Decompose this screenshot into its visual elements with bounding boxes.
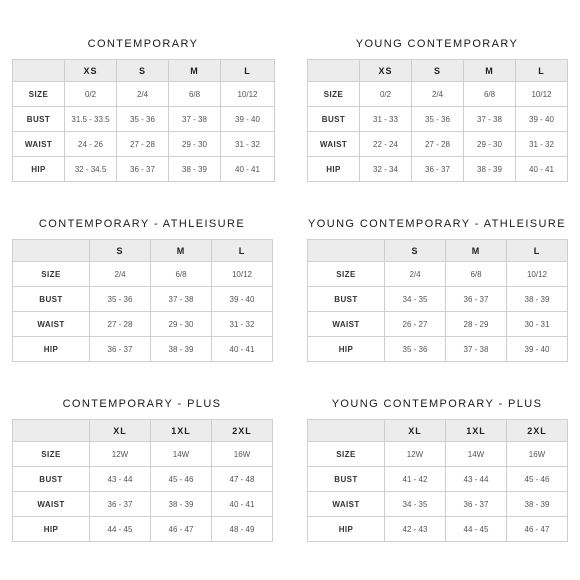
table-cell: 6/8 [464, 82, 516, 107]
size-header: S [90, 240, 151, 262]
row-label: WAIST [308, 132, 360, 157]
table-row [13, 337, 273, 362]
row-label: HIP [308, 517, 385, 542]
table-row [13, 107, 275, 132]
size-chart-young-contemporary-athleisure [307, 218, 567, 363]
size-header: XS [360, 60, 412, 82]
table-cell: 26 - 27 [385, 312, 446, 337]
row-label: WAIST [308, 312, 385, 337]
table-cell: 6/8 [169, 82, 221, 107]
table-cell: 43 - 44 [90, 467, 151, 492]
size-table [12, 239, 273, 362]
table-cell: 2/4 [90, 262, 151, 287]
row-label: BUST [13, 287, 90, 312]
corner-cell [308, 420, 385, 442]
row-label: SIZE [13, 262, 90, 287]
size-header: L [212, 240, 273, 262]
table-cell: 16W [212, 442, 273, 467]
table-cell: 10/12 [507, 262, 568, 287]
table-cell: 46 - 47 [151, 517, 212, 542]
header-row [308, 60, 568, 82]
table-cell: 43 - 44 [446, 467, 507, 492]
size-chart-contemporary [12, 38, 274, 183]
table-row [308, 107, 568, 132]
size-header: XL [90, 420, 151, 442]
table-cell: 31 - 32 [221, 132, 275, 157]
table-cell: 36 - 37 [90, 337, 151, 362]
table-cell: 24 - 26 [65, 132, 117, 157]
table-cell: 36 - 37 [90, 492, 151, 517]
row-label: HIP [13, 157, 65, 182]
row-label: BUST [13, 107, 65, 132]
table-row [13, 157, 275, 182]
size-header: XS [65, 60, 117, 82]
table-cell: 0/2 [360, 82, 412, 107]
size-header: 1XL [151, 420, 212, 442]
row-label: BUST [308, 287, 385, 312]
table-cell: 40 - 41 [516, 157, 568, 182]
size-chart-contemporary-plus [12, 398, 272, 543]
size-header: L [516, 60, 568, 82]
table-cell: 31 - 32 [212, 312, 273, 337]
table-cell: 46 - 47 [507, 517, 568, 542]
table-cell: 42 - 43 [385, 517, 446, 542]
size-header: 2XL [212, 420, 273, 442]
size-header: M [151, 240, 212, 262]
table-cell: 14W [151, 442, 212, 467]
corner-cell [13, 60, 65, 82]
table-cell: 2/4 [117, 82, 169, 107]
size-chart-contemporary-athleisure [12, 218, 272, 363]
table-cell: 2/4 [412, 82, 464, 107]
table-cell: 38 - 39 [169, 157, 221, 182]
table-cell: 10/12 [221, 82, 275, 107]
table-cell: 12W [385, 442, 446, 467]
row-label: SIZE [308, 82, 360, 107]
table-cell: 41 - 42 [385, 467, 446, 492]
header-row [308, 240, 568, 262]
table-row [308, 157, 568, 182]
table-row [308, 467, 568, 492]
corner-cell [308, 240, 385, 262]
table-cell: 39 - 40 [516, 107, 568, 132]
corner-cell [13, 240, 90, 262]
table-cell: 27 - 28 [117, 132, 169, 157]
table-cell: 14W [446, 442, 507, 467]
table-cell: 12W [90, 442, 151, 467]
size-table [12, 59, 275, 182]
row-label: SIZE [308, 442, 385, 467]
table-row [308, 517, 568, 542]
table-cell: 44 - 45 [446, 517, 507, 542]
table-cell: 36 - 37 [117, 157, 169, 182]
table-cell: 27 - 28 [90, 312, 151, 337]
size-table [307, 59, 568, 182]
table-cell: 38 - 39 [507, 287, 568, 312]
table-cell: 37 - 38 [446, 337, 507, 362]
table-cell: 38 - 39 [464, 157, 516, 182]
row-label: WAIST [13, 492, 90, 517]
chart-title: CONTEMPORARY [87, 38, 199, 50]
table-cell: 45 - 46 [151, 467, 212, 492]
table-cell: 38 - 39 [151, 337, 212, 362]
size-table [307, 419, 568, 542]
table-cell: 40 - 41 [212, 337, 273, 362]
table-cell: 35 - 36 [412, 107, 464, 132]
row-label: WAIST [13, 312, 90, 337]
table-cell: 35 - 36 [385, 337, 446, 362]
table-row [13, 262, 273, 287]
table-cell: 48 - 49 [212, 517, 273, 542]
size-table [307, 239, 568, 362]
table-cell: 35 - 36 [117, 107, 169, 132]
table-cell: 31.5 - 33.5 [65, 107, 117, 132]
size-header: S [385, 240, 446, 262]
chart-title: YOUNG CONTEMPORARY - ATHLEISURE [308, 218, 566, 230]
row-label: WAIST [308, 492, 385, 517]
row-label: BUST [13, 467, 90, 492]
table-cell: 31 - 32 [516, 132, 568, 157]
size-header: S [117, 60, 169, 82]
table-cell: 31 - 33 [360, 107, 412, 132]
table-cell: 39 - 40 [507, 337, 568, 362]
table-cell: 34 - 35 [385, 492, 446, 517]
row-label: BUST [308, 107, 360, 132]
row-label: BUST [308, 467, 385, 492]
table-cell: 35 - 36 [90, 287, 151, 312]
table-cell: 36 - 37 [412, 157, 464, 182]
table-cell: 38 - 39 [507, 492, 568, 517]
table-row [13, 132, 275, 157]
table-row [13, 287, 273, 312]
size-header: 2XL [507, 420, 568, 442]
chart-title: CONTEMPORARY - ATHLEISURE [38, 218, 246, 230]
table-cell: 0/2 [65, 82, 117, 107]
table-row [13, 312, 273, 337]
table-cell: 29 - 30 [464, 132, 516, 157]
table-cell: 34 - 35 [385, 287, 446, 312]
table-cell: 22 - 24 [360, 132, 412, 157]
corner-cell [308, 60, 360, 82]
table-row [308, 262, 568, 287]
table-cell: 37 - 38 [464, 107, 516, 132]
header-row [308, 420, 568, 442]
size-table [12, 419, 273, 542]
table-cell: 27 - 28 [412, 132, 464, 157]
header-row [13, 240, 273, 262]
row-label: SIZE [13, 82, 65, 107]
table-cell: 40 - 41 [212, 492, 273, 517]
table-cell: 38 - 39 [151, 492, 212, 517]
size-header: XL [385, 420, 446, 442]
size-header: L [507, 240, 568, 262]
table-cell: 29 - 30 [169, 132, 221, 157]
table-row [308, 337, 568, 362]
table-cell: 10/12 [516, 82, 568, 107]
table-cell: 47 - 48 [212, 467, 273, 492]
table-cell: 29 - 30 [151, 312, 212, 337]
table-cell: 16W [507, 442, 568, 467]
row-label: HIP [13, 337, 90, 362]
table-cell: 45 - 46 [507, 467, 568, 492]
corner-cell [13, 420, 90, 442]
row-label: WAIST [13, 132, 65, 157]
row-label: HIP [308, 337, 385, 362]
size-chart-young-contemporary-plus [307, 398, 567, 543]
table-row [308, 492, 568, 517]
size-header: 1XL [446, 420, 507, 442]
chart-title: YOUNG CONTEMPORARY [355, 38, 519, 50]
table-cell: 36 - 37 [446, 287, 507, 312]
table-row [13, 517, 273, 542]
row-label: HIP [13, 517, 90, 542]
table-cell: 10/12 [212, 262, 273, 287]
table-row [308, 312, 568, 337]
row-label: HIP [308, 157, 360, 182]
table-row [13, 442, 273, 467]
table-cell: 37 - 38 [151, 287, 212, 312]
table-cell: 39 - 40 [221, 107, 275, 132]
table-row [308, 442, 568, 467]
table-cell: 6/8 [151, 262, 212, 287]
table-cell: 44 - 45 [90, 517, 151, 542]
table-row [308, 287, 568, 312]
table-cell: 37 - 38 [169, 107, 221, 132]
table-cell: 30 - 31 [507, 312, 568, 337]
row-label: SIZE [308, 262, 385, 287]
table-cell: 6/8 [446, 262, 507, 287]
table-cell: 39 - 40 [212, 287, 273, 312]
table-cell: 40 - 41 [221, 157, 275, 182]
size-header: M [169, 60, 221, 82]
table-row [13, 82, 275, 107]
table-cell: 32 - 34 [360, 157, 412, 182]
header-row [13, 60, 275, 82]
size-chart-young-contemporary [307, 38, 567, 183]
table-row [13, 467, 273, 492]
chart-title: YOUNG CONTEMPORARY - PLUS [331, 398, 543, 410]
table-row [308, 132, 568, 157]
table-row [308, 82, 568, 107]
table-row [13, 492, 273, 517]
table-cell: 28 - 29 [446, 312, 507, 337]
size-header: S [412, 60, 464, 82]
size-header: L [221, 60, 275, 82]
chart-title: CONTEMPORARY - PLUS [62, 398, 222, 410]
size-header: M [464, 60, 516, 82]
table-cell: 32 - 34.5 [65, 157, 117, 182]
row-label: SIZE [13, 442, 90, 467]
table-cell: 36 - 37 [446, 492, 507, 517]
table-cell: 2/4 [385, 262, 446, 287]
header-row [13, 420, 273, 442]
size-header: M [446, 240, 507, 262]
